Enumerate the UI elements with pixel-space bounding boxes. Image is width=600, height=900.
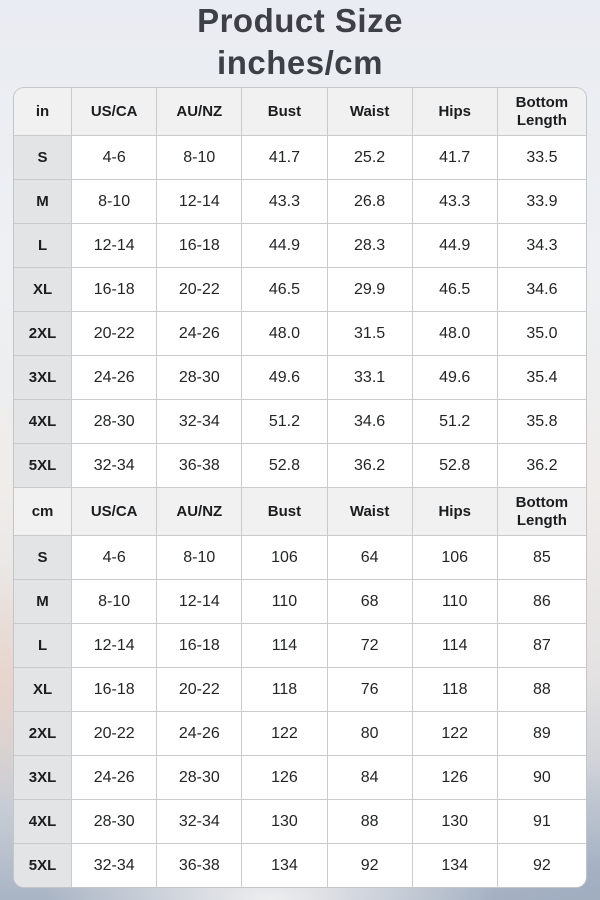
measurement-cell: 51.2 (242, 400, 327, 444)
measurement-cell: 12-14 (157, 580, 242, 624)
measurement-cell: 33.9 (497, 180, 586, 224)
size-label-cell: S (14, 536, 72, 580)
measurement-cell: 106 (412, 536, 497, 580)
column-header-cm-6: Bottom Length (497, 488, 586, 536)
measurement-cell: 24-26 (72, 356, 157, 400)
measurement-cell: 48.0 (242, 312, 327, 356)
measurement-cell: 28-30 (157, 356, 242, 400)
measurement-cell: 122 (242, 712, 327, 756)
measurement-cell: 36-38 (157, 444, 242, 488)
measurement-cell: 80 (327, 712, 412, 756)
size-row-cm-3XL (14, 756, 586, 800)
measurement-cell: 106 (242, 536, 327, 580)
size-row-in-4XL (14, 400, 586, 444)
header-row-in (14, 88, 586, 136)
measurement-cell: 29.9 (327, 268, 412, 312)
measurement-cell: 118 (242, 668, 327, 712)
measurement-cell: 20-22 (72, 712, 157, 756)
size-label-cell: 3XL (14, 756, 72, 800)
measurement-cell: 8-10 (157, 136, 242, 180)
measurement-cell: 46.5 (412, 268, 497, 312)
measurement-cell: 35.4 (497, 356, 586, 400)
measurement-cell: 88 (497, 668, 586, 712)
column-header-in-1: US/CA (72, 88, 157, 136)
measurement-cell: 35.0 (497, 312, 586, 356)
size-row-cm-5XL (14, 844, 586, 888)
measurement-cell: 72 (327, 624, 412, 668)
measurement-cell: 8-10 (72, 580, 157, 624)
measurement-cell: 32-34 (72, 844, 157, 888)
measurement-cell: 16-18 (72, 268, 157, 312)
measurement-cell: 114 (412, 624, 497, 668)
column-header-cm-2: AU/NZ (157, 488, 242, 536)
page-title-line2: inches/cm (217, 44, 383, 81)
measurement-cell: 43.3 (242, 180, 327, 224)
measurement-cell: 20-22 (72, 312, 157, 356)
measurement-cell: 76 (327, 668, 412, 712)
page-title (0, 0, 600, 84)
measurement-cell: 126 (412, 756, 497, 800)
measurement-cell: 16-18 (72, 668, 157, 712)
size-chart-table (14, 88, 586, 887)
size-label-cell: 5XL (14, 444, 72, 488)
size-row-cm-XL (14, 668, 586, 712)
measurement-cell: 35.8 (497, 400, 586, 444)
measurement-cell: 43.3 (412, 180, 497, 224)
measurement-cell: 32-34 (72, 444, 157, 488)
size-row-cm-2XL (14, 712, 586, 756)
column-header-in-3: Bust (242, 88, 327, 136)
measurement-cell: 24-26 (72, 756, 157, 800)
measurement-cell: 24-26 (157, 712, 242, 756)
measurement-cell: 49.6 (242, 356, 327, 400)
measurement-cell: 49.6 (412, 356, 497, 400)
measurement-cell: 110 (242, 580, 327, 624)
column-header-cm-5: Hips (412, 488, 497, 536)
size-label-cell: S (14, 136, 72, 180)
column-header-cm-1: US/CA (72, 488, 157, 536)
measurement-cell: 4-6 (72, 136, 157, 180)
measurement-cell: 36.2 (497, 444, 586, 488)
size-row-in-3XL (14, 356, 586, 400)
measurement-cell: 12-14 (72, 224, 157, 268)
size-label-cell: M (14, 180, 72, 224)
measurement-cell: 12-14 (157, 180, 242, 224)
column-header-in-5: Hips (412, 88, 497, 136)
measurement-cell: 26.8 (327, 180, 412, 224)
size-row-cm-S (14, 536, 586, 580)
measurement-cell: 118 (412, 668, 497, 712)
measurement-cell: 134 (412, 844, 497, 888)
measurement-cell: 87 (497, 624, 586, 668)
measurement-cell: 51.2 (412, 400, 497, 444)
size-row-in-5XL (14, 444, 586, 488)
size-chart-body (14, 88, 586, 887)
measurement-cell: 88 (327, 800, 412, 844)
size-label-cell: XL (14, 668, 72, 712)
size-label-cell: L (14, 624, 72, 668)
measurement-cell: 64 (327, 536, 412, 580)
measurement-cell: 44.9 (242, 224, 327, 268)
measurement-cell: 28.3 (327, 224, 412, 268)
measurement-cell: 31.5 (327, 312, 412, 356)
size-row-cm-M (14, 580, 586, 624)
size-row-in-S (14, 136, 586, 180)
measurement-cell: 41.7 (242, 136, 327, 180)
size-label-cell: 2XL (14, 712, 72, 756)
column-header-cm-0: cm (14, 488, 72, 536)
measurement-cell: 85 (497, 536, 586, 580)
measurement-cell: 36-38 (157, 844, 242, 888)
column-header-cm-3: Bust (242, 488, 327, 536)
header-row-cm (14, 488, 586, 536)
measurement-cell: 52.8 (242, 444, 327, 488)
size-label-cell: 2XL (14, 312, 72, 356)
measurement-cell: 16-18 (157, 224, 242, 268)
measurement-cell: 25.2 (327, 136, 412, 180)
measurement-cell: 20-22 (157, 268, 242, 312)
size-row-in-XL (14, 268, 586, 312)
page-title-line1: Product Size (197, 2, 403, 39)
measurement-cell: 90 (497, 756, 586, 800)
measurement-cell: 33.1 (327, 356, 412, 400)
size-chart-card (14, 88, 586, 887)
measurement-cell: 32-34 (157, 800, 242, 844)
measurement-cell: 44.9 (412, 224, 497, 268)
size-label-cell: M (14, 580, 72, 624)
measurement-cell: 8-10 (72, 180, 157, 224)
column-header-in-4: Waist (327, 88, 412, 136)
measurement-cell: 12-14 (72, 624, 157, 668)
measurement-cell: 20-22 (157, 668, 242, 712)
measurement-cell: 68 (327, 580, 412, 624)
measurement-cell: 92 (497, 844, 586, 888)
size-row-in-L (14, 224, 586, 268)
measurement-cell: 84 (327, 756, 412, 800)
size-label-cell: 5XL (14, 844, 72, 888)
measurement-cell: 48.0 (412, 312, 497, 356)
measurement-cell: 122 (412, 712, 497, 756)
measurement-cell: 110 (412, 580, 497, 624)
column-header-cm-4: Waist (327, 488, 412, 536)
size-label-cell: XL (14, 268, 72, 312)
measurement-cell: 28-30 (72, 400, 157, 444)
measurement-cell: 46.5 (242, 268, 327, 312)
measurement-cell: 33.5 (497, 136, 586, 180)
size-label-cell: L (14, 224, 72, 268)
measurement-cell: 126 (242, 756, 327, 800)
measurement-cell: 32-34 (157, 400, 242, 444)
size-row-in-2XL (14, 312, 586, 356)
column-header-in-6: Bottom Length (497, 88, 586, 136)
size-row-cm-4XL (14, 800, 586, 844)
measurement-cell: 114 (242, 624, 327, 668)
column-header-in-2: AU/NZ (157, 88, 242, 136)
measurement-cell: 89 (497, 712, 586, 756)
measurement-cell: 34.6 (497, 268, 586, 312)
measurement-cell: 8-10 (157, 536, 242, 580)
measurement-cell: 86 (497, 580, 586, 624)
measurement-cell: 4-6 (72, 536, 157, 580)
measurement-cell: 28-30 (72, 800, 157, 844)
measurement-cell: 34.3 (497, 224, 586, 268)
measurement-cell: 134 (242, 844, 327, 888)
measurement-cell: 52.8 (412, 444, 497, 488)
size-row-in-M (14, 180, 586, 224)
measurement-cell: 92 (327, 844, 412, 888)
size-label-cell: 4XL (14, 800, 72, 844)
size-row-cm-L (14, 624, 586, 668)
measurement-cell: 28-30 (157, 756, 242, 800)
measurement-cell: 130 (242, 800, 327, 844)
size-label-cell: 3XL (14, 356, 72, 400)
measurement-cell: 24-26 (157, 312, 242, 356)
measurement-cell: 91 (497, 800, 586, 844)
measurement-cell: 16-18 (157, 624, 242, 668)
column-header-in-0: in (14, 88, 72, 136)
size-label-cell: 4XL (14, 400, 72, 444)
measurement-cell: 34.6 (327, 400, 412, 444)
measurement-cell: 41.7 (412, 136, 497, 180)
measurement-cell: 36.2 (327, 444, 412, 488)
measurement-cell: 130 (412, 800, 497, 844)
